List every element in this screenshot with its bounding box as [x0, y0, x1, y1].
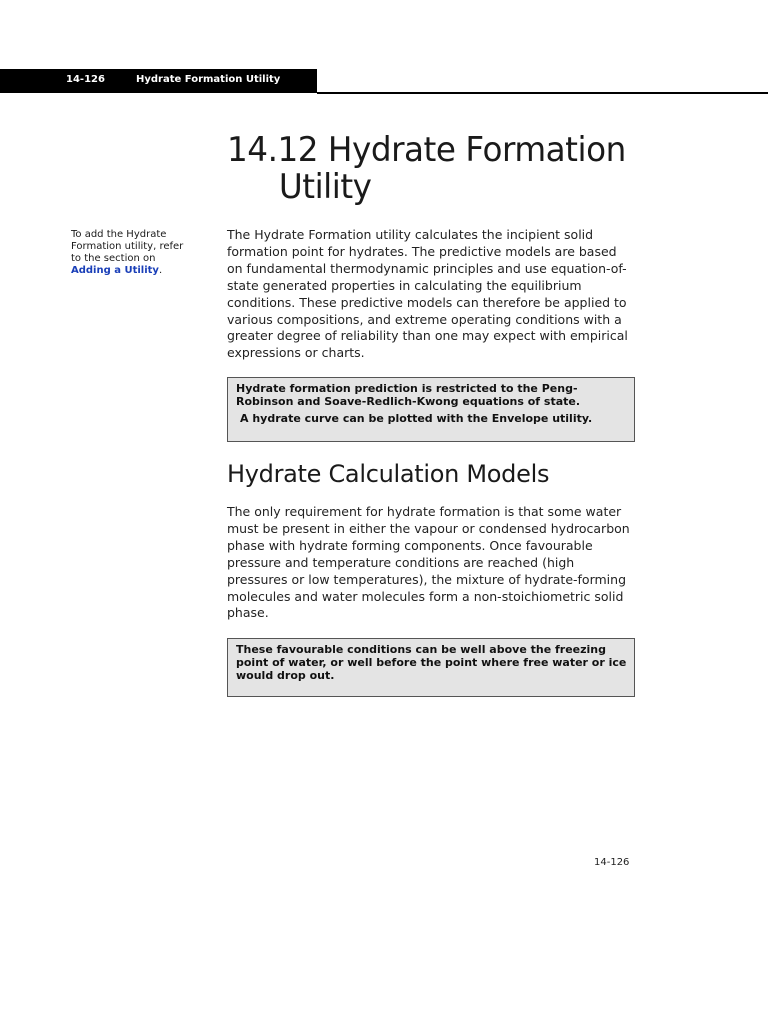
- footer-page-number: 14-126: [594, 857, 630, 868]
- models-paragraph: The only requirement for hydrate formation is that some water must be present in either the vapour or condensed hydrocarbon phase with hydrate forming components. Once favourable pressure and temperature conditions are reached (high pressures or low temperatures), the mixture of hydrate-forming molecules and water molecules form a non-stoichiometric solid phase.: [227, 504, 630, 621]
- page-title-line1: 14.12 Hydrate Formation: [227, 130, 626, 170]
- note-box-equations: [227, 377, 635, 442]
- note-envelope-text: A hydrate curve can be plotted with the Envelope utility.: [240, 412, 593, 425]
- sidenote: [71, 229, 196, 277]
- header-section-title: Hydrate Formation Utility: [136, 74, 281, 85]
- adding-utility-link[interactable]: Adding a Utility: [71, 265, 159, 276]
- sidenote-trailing: .: [158, 265, 163, 276]
- note-conditions-text: These favourable conditions can be well above the freezing point of water, or well before the point where free water or ice would drop out.: [236, 643, 627, 682]
- header-page-number: 14-126: [66, 74, 105, 85]
- sidenote-text: To add the Hydrate Formation utility, refer to the section on: [71, 229, 184, 264]
- section-heading: Hydrate Calculation Models: [227, 460, 550, 488]
- header-tab: [0, 69, 317, 93]
- note-equations-text: Hydrate formation prediction is restricted to the Peng-Robinson and Soave-Redlich-Kwong equations of state.: [236, 382, 581, 408]
- page-title-line2: Utility: [278, 167, 372, 207]
- note-box-conditions: [227, 638, 635, 697]
- intro-paragraph: The Hydrate Formation utility calculates the incipient solid formation point for hydrates. The predictive models are based on fundamental thermodynamic principles and use equation-of-state generated properties in calculating the equilibrium conditions. These predictive models can therefore be applied to various compositions, and extreme operating conditions with a greater degree of reliability than one may expect with empirical expressions or charts.: [227, 227, 628, 361]
- page-title: [227, 132, 630, 206]
- header-rule: [317, 92, 768, 94]
